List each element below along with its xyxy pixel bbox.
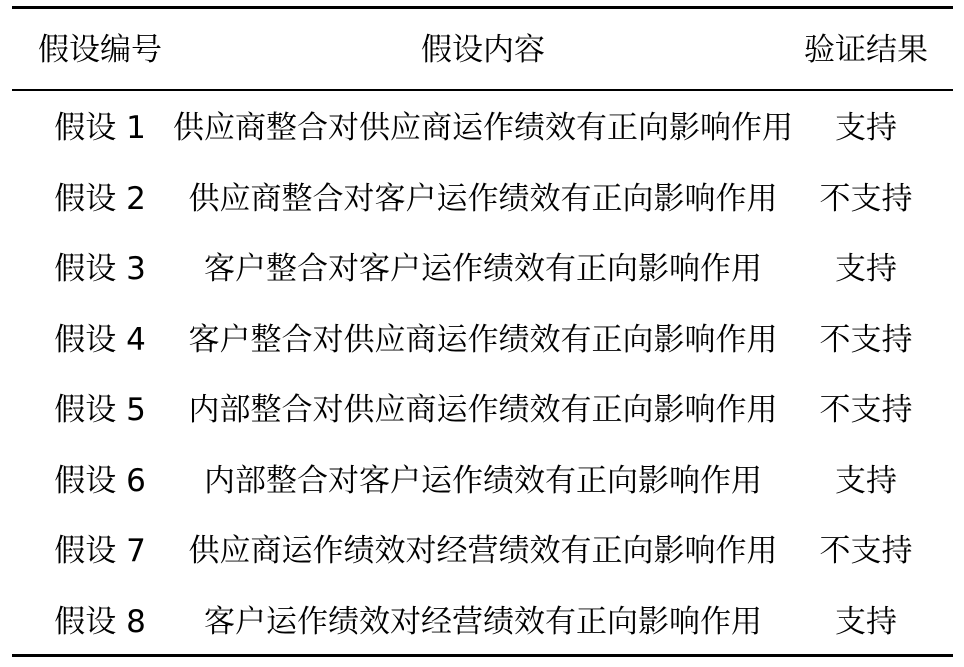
header-verification-result: 验证结果 (804, 32, 928, 68)
hypothesis-id: 假设 2 (54, 180, 146, 217)
verification-result: 支持 (835, 603, 897, 640)
verification-result: 不支持 (819, 533, 913, 569)
bottom-rule (12, 654, 953, 657)
header-row (0, 28, 964, 72)
hypothesis-id: 假设 1 (54, 110, 146, 146)
hypothesis-content: 内部整合对客户运作绩效有正向影响作用 (204, 462, 762, 499)
hypothesis-content: 供应商整合对供应商运作绩效有正向影响作用 (173, 110, 793, 146)
hypothesis-id: 假设 8 (54, 603, 146, 640)
hypothesis-content: 供应商整合对客户运作绩效有正向影响作用 (188, 180, 778, 217)
hypothesis-id: 假设 7 (54, 533, 146, 569)
table-row (0, 600, 964, 644)
table-row (0, 247, 964, 291)
header-hypothesis-content: 假设内容 (421, 32, 545, 68)
hypothesis-id: 假设 5 (54, 392, 146, 428)
hypothesis-content: 供应商运作绩效对经营绩效有正向影响作用 (188, 533, 778, 569)
hypothesis-content: 客户整合对供应商运作绩效有正向影响作用 (188, 321, 778, 358)
header-hypothesis-id: 假设编号 (38, 32, 162, 68)
header-rule (12, 89, 953, 91)
hypothesis-id: 假设 3 (54, 251, 146, 287)
verification-result: 不支持 (819, 321, 913, 358)
top-rule (12, 6, 953, 9)
table-row (0, 318, 964, 362)
table-row (0, 529, 964, 573)
table-row (0, 388, 964, 432)
verification-result: 支持 (835, 462, 897, 499)
verification-result: 支持 (835, 251, 897, 287)
hypothesis-content: 客户整合对客户运作绩效有正向影响作用 (204, 251, 762, 287)
hypothesis-id: 假设 4 (54, 321, 146, 358)
verification-result: 支持 (835, 110, 897, 146)
hypothesis-id: 假设 6 (54, 462, 146, 499)
table-row (0, 459, 964, 503)
hypothesis-content: 内部整合对供应商运作绩效有正向影响作用 (188, 392, 778, 428)
hypothesis-content: 客户运作绩效对经营绩效有正向影响作用 (204, 603, 762, 640)
verification-result: 不支持 (819, 180, 913, 217)
table-row (0, 106, 964, 150)
table-row (0, 177, 964, 221)
verification-result: 不支持 (819, 392, 913, 428)
